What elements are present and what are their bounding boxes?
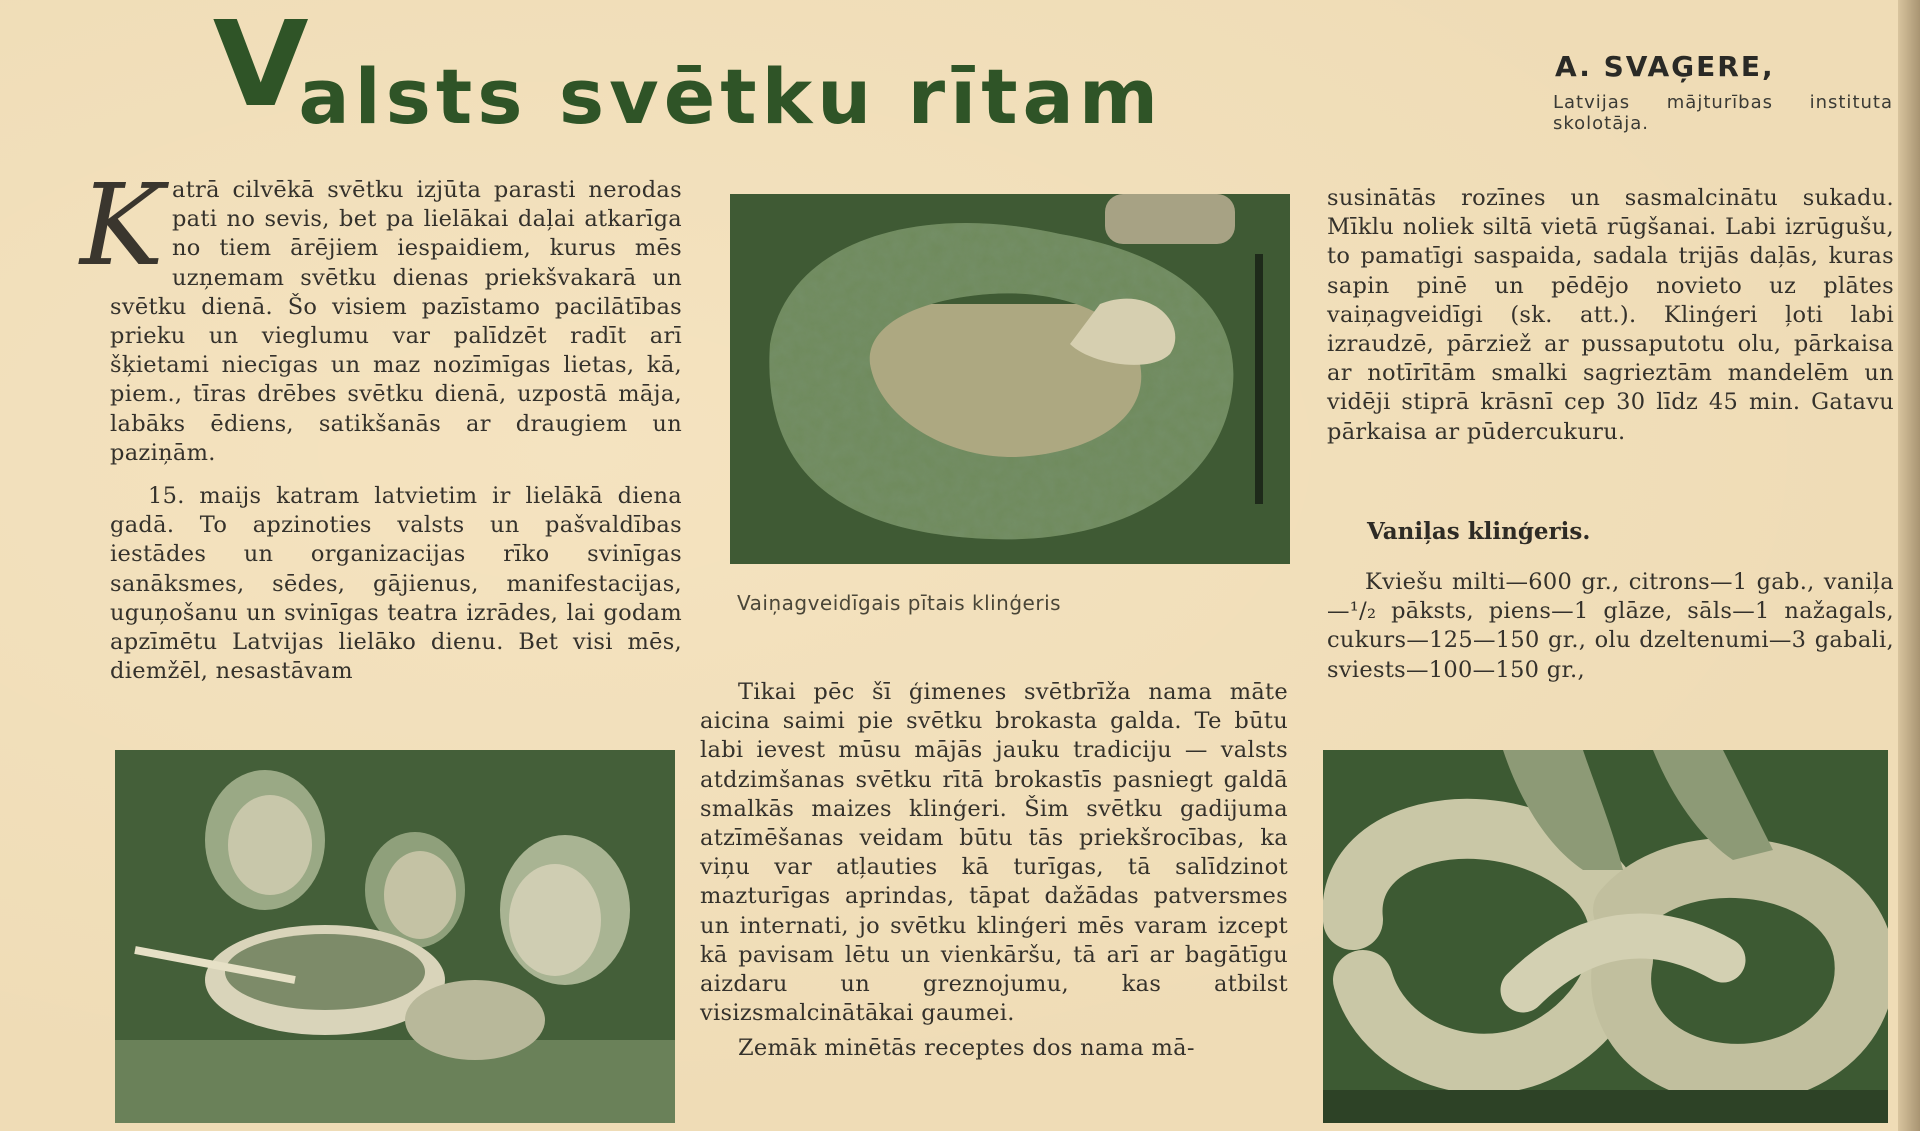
author-name: A. SVAĢERE, <box>1555 50 1775 83</box>
paragraph-2: 15. maijs katram latvietim ir lielākā diena gadā. To apzinoties valsts un pašvaldības iestādes un organizacijas rīko svinīgas sanāksmes, sēdes, gājienus, manifestacijas, uguņošanu un svinīgas teatra izrādes, lai godam apzīmētu Latvijas lielāko dienu. Bet visi mēs, diemžēl, nesastāvam <box>110 483 682 685</box>
article-column-2 <box>700 678 1288 1064</box>
author-role: Latvijas mājturības instituta skolotāja. <box>1553 92 1893 134</box>
article-column-1 <box>80 161 682 686</box>
recipe-ingredients <box>1327 568 1894 685</box>
paragraph-5: susinātās rozīnes un sasmalcinātu sukadu. Mīklu noliek siltā vietā rūgšanai. Labi izrūgušu, to pamatīgi saspaida, sadala trijās daļās, kuras sapin pinē un pēdējo novieto uz plātes vaiņagveidīgi (sk. att.). Klinģeri ļoti labi izraudzē, pārziež ar pussaputotu olu, pārkaisa ar notīrītām smalki sagrieztām mandelēm un vidēji stiprā krāsnī cep 30 līdz 45 min. Gatavu pārkaisa ar pūdercukuru. <box>1327 185 1894 445</box>
paragraph-1-text: atrā cilvēkā svētku izjūta parasti nerodas pati no sevis, bet pa lielākai daļai atkarīga no tiem ārējiem iespaidiem, kurus mēs uzņemam svētku dienas priekšvakarā un svētku dienā. Šo visiem pazīstamo pacilātības prieku un vieglumu var palīdzēt radīt arī šķietami niecīgas un maz nozīmīgas lietas, kā, piem., tīras drēbes svētku dienā, uzpostā māja, labāks ēdiens, satikšanās ar draugiem un paziņām. <box>110 177 682 466</box>
title-initial-letter: V <box>212 0 307 133</box>
photo-caption: Vaiņagveidīgais pītais klinģeris <box>737 591 1062 615</box>
paragraph-3: Tikai pēc šī ģimenes svētbrīža nama māte aicina saimi pie svētku brokasta galda. Te būtu labi ievest mūsu mājās jauku tradiciju — valsts atdzimšanas svētku rītā brokastīs pasniegt galdā smalkās maizes klinģeri. Šim svētku gadijuma atzīmēšanas veidam būtu tās priekšrocības, ka viņu var atļauties kā turīgas, tā salīdzinot mazturīgas aprindas, tāpat dažādas patversmes un internati, jo svētku klinģeri mēs varam izcept kā pavisam lētu un vienkāršu, tā arī ar bagātīgu aizdaru un greznojumu, kas atbilst visizsmalcinātākai gaumei. <box>700 679 1288 1027</box>
photo-bread-wreath <box>730 194 1290 564</box>
recipe-heading: Vaniļas klinģeris. <box>1367 518 1591 545</box>
paragraph-6: Kviešu milti—600 gr., citrons—1 gab., vaniļa—¹/₂ pāksts, piens—1 glāze, sāls—1 nažagals, cukurs—125—150 gr., olu dzeltenumi—3 gabali, sviests—100—150 gr., <box>1327 569 1894 683</box>
paragraph-1 <box>80 161 682 468</box>
photo-children-baking-image <box>115 750 675 1123</box>
photo-pretzel-shaping-image <box>1323 750 1888 1123</box>
photo-children-baking <box>115 750 675 1123</box>
title-text: alsts svētku rītam <box>298 52 1164 141</box>
paragraph-4: Zemāk minētās receptes dos nama mā- <box>738 1035 1195 1062</box>
article-title <box>212 0 1164 141</box>
photo-pretzel-shaping <box>1323 750 1888 1123</box>
drop-cap: K <box>80 161 164 291</box>
adjacent-page-edge <box>1898 0 1920 1131</box>
article-column-3 <box>1327 184 1894 447</box>
photo-bread-wreath-image <box>730 194 1290 564</box>
